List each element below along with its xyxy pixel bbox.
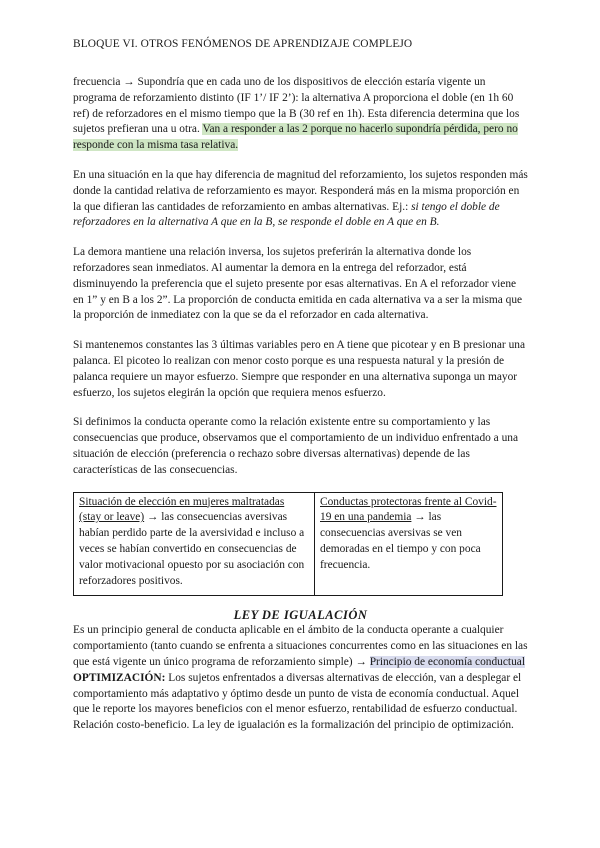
paragraph-text: Es un principio general de conducta aplicable en el ámbito de la conducta operante a cualquier comportamiento (tanto cuando se enfrenta a situaciones concurrentes como en las situaciones en las que está vigente un único programa de reforzamiento simple) → [73, 624, 528, 668]
paragraph-text: En una situación en la que hay diferencia de magnitud del reforzamiento, los sujetos responden más donde la cantidad relativa de reforzamiento es mayor. Responderá más en la misma proporción en la que difieran las cantidades de reforzamiento en ambas alternativas. [73, 168, 528, 213]
paragraph-optimization [73, 671, 528, 734]
box-text: → las consecuencias aversivas habían perdido parte de la aversividad e incluso a veces se habían convertido en consecuencias de valor motivacional opuesto por su asociación con reforzadores positivos. [79, 511, 305, 587]
paragraph-frequency [73, 75, 528, 154]
examples-table [73, 492, 503, 597]
paragraph-text: frecuencia → Supondría que en cada uno de los dispositivos de elección estaría vigente un programa de reforzamiento distinto (IF 1’/ IF 2’): la alternativa A proporciona el doble (en 1h 60 ref) de reforzadores en el mismo tiempo que la B (30 ref en 1h). Esta diferencia determina que los sujetos prefieran una u otra. [73, 76, 520, 136]
box-covid [315, 492, 503, 596]
box-heading: Conductas protectoras frente al Covid-19 en una pandemia [320, 495, 497, 524]
section-title: LEY DE IGUALACIÓN [233, 608, 368, 623]
highlighted-text: Van a responder a las 2 porque no hacerlo supondría pérdida, pero no responde con la misma tasa relativa. [73, 123, 518, 152]
paragraph-text: Los sujetos enfrentados a diversas alternativas de elección, van a desplegar el comportamiento más adaptativo y óptimo desde un punto de vista de economía conductual. Aquel que le reporte los mayores beneficios con el menor esfuerzo, rentabilidad de esfuerzo conductual. Relación costo-beneficio. La ley de igualación es la formalización del principio de optimización. [73, 671, 522, 732]
box-text: → las consecuencias aversivas se ven demoradas en el tiempo y con poca frecuencia. [320, 511, 481, 571]
page-header: BLOQUE VI. OTROS FENÓMENOS DE APRENDIZAJE COMPLEJO [73, 38, 413, 50]
paragraph-principle [73, 623, 528, 670]
paragraph-operant: Si definimos la conducta operante como la relación existente entre su comportamiento y las consecuencias que produce, observamos que el comportamiento de un individuo enfrentado a una situación de elección (preferencia o rechazo sobre diversas alternativas) depende de las características de las consecuencias. [73, 416, 519, 476]
paragraph-magnitude [73, 168, 528, 231]
example-text: si tengo el doble de reforzadores en la alternativa A que en la B, se responde el doble en A que en B. [73, 200, 500, 229]
example-prefix: Ej.: [392, 200, 412, 213]
highlighted-text: Principio de economía conductual [369, 655, 525, 668]
paragraph-delay: La demora mantiene una relación inversa, los sujetos preferirán la alternativa donde los reforzadores sean inmediatos. Al aumentar la demora en la entrega del reforzador, está disminuyendo la preferencia que el sujeto presente por esas alternativas. En A el reforzador viene en 1” y en B a los 2”. La proporción de conducta emitida en cada alternativa va a ser la misma que la proporción de inmediatez con la que se da el reforzador en cada alternativa. [73, 246, 523, 322]
box-abused-women [74, 492, 315, 596]
box-heading: Situación de elección en mujeres maltratadas (stay or leave) [79, 495, 285, 524]
paragraph-effort: Si mantenemos constantes las 3 últimas variables pero en A tiene que picotear y en B presionar una palanca. El picoteo lo realizan con menor costo porque es una respuesta natural y la presión de palanca requiere un mayor esfuerzo. Siempre que responder en una alternativa suponga un mayor esfuerzo, los sujetos elegirán la opción que requiera menos esfuerzo. [73, 339, 526, 399]
term-label: OPTIMIZACIÓN: [73, 671, 166, 684]
